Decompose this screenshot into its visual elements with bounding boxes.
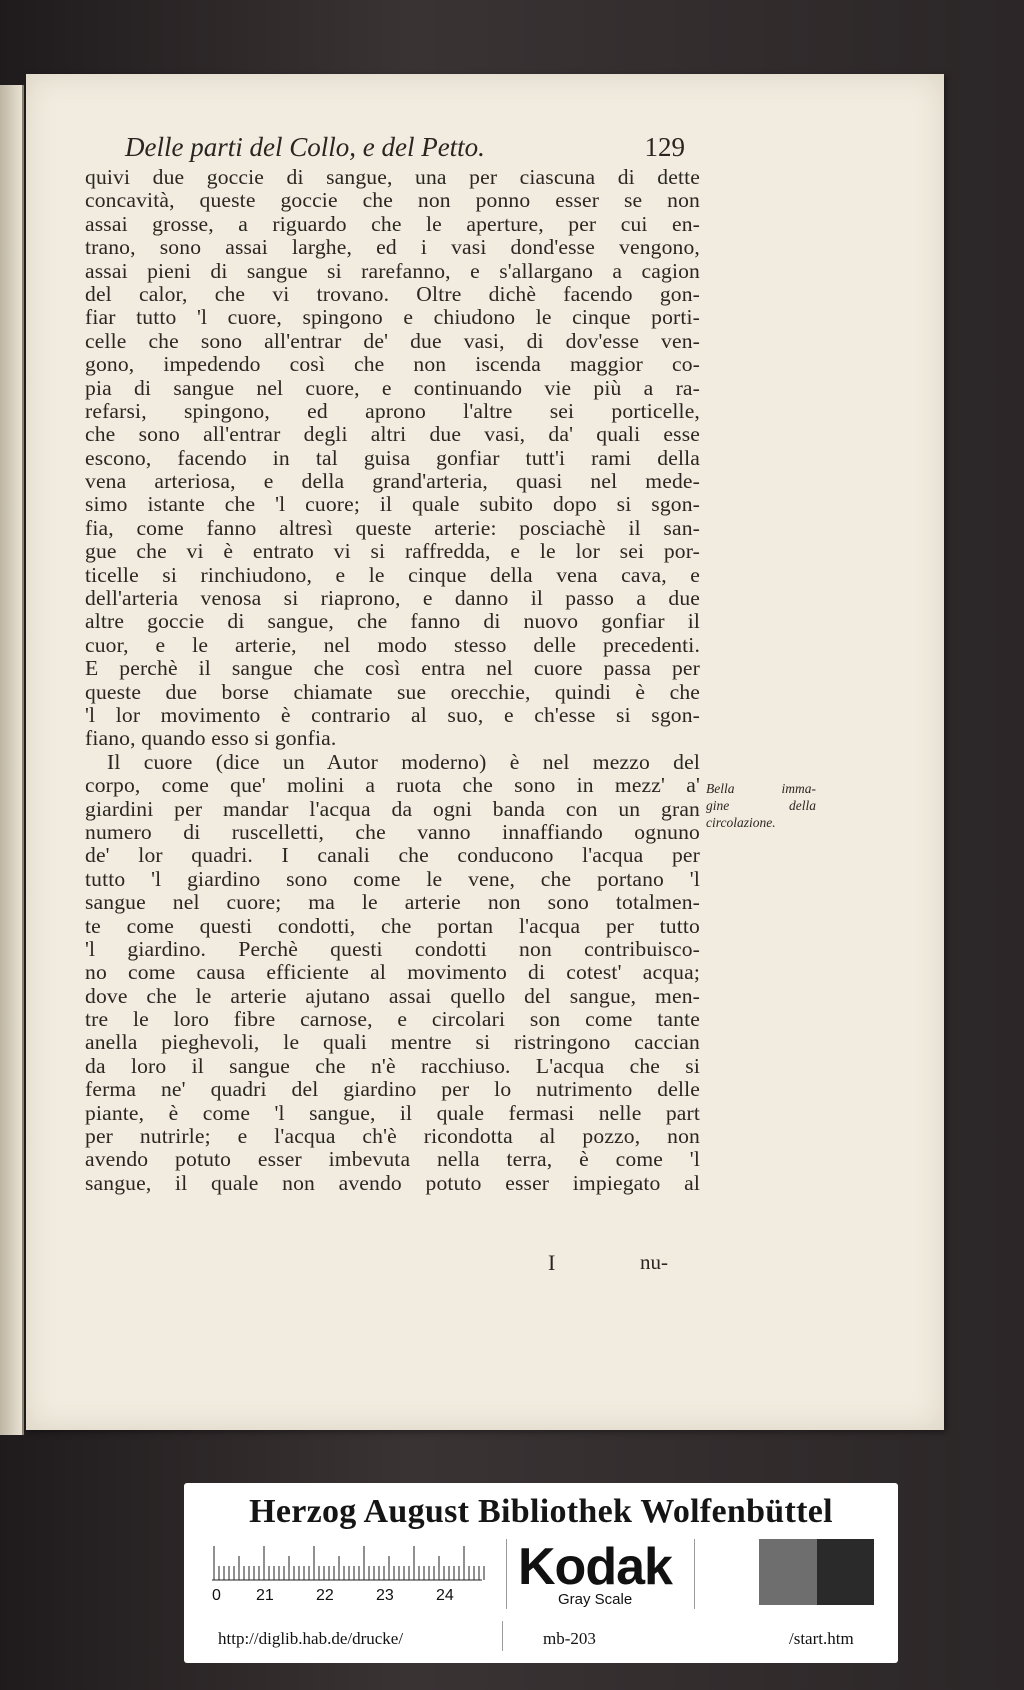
marginal-note [706,780,816,831]
text-line: Il cuore (dice un Autor moderno) è nel mezzo del [107,749,700,774]
text-line: fiano, quando esso si gonfia. [85,726,337,751]
text-line: pia di sangue nel cuore, e continuando vie più a ra- [85,375,700,400]
text-line: quivi due goccie di sangue, una per ciascuna di dette [85,165,700,189]
signature-mark: I [548,1250,556,1275]
text-line: che sono all'entrar degli altri due vasi, da' quali esse [85,422,700,447]
text-line: E perchè il sangue che così entra nel cuore passa per [85,656,700,681]
text-line: ticelle si rinchiudono, e le cinque della vena cava, e [85,562,700,587]
facing-page-edge [0,85,24,1435]
ruler-labels [212,1587,502,1609]
text-line: assai grosse, a riguardo che le aperture, per cui en- [85,211,700,236]
kodak-logo: Kodak [518,1538,672,1596]
gray-patch [817,1539,874,1605]
text-line: anella pieghevoli, le quali mentre si ristringono caccian [85,1030,700,1055]
text-line: assai pieni di sangue si rarefanno, e s'allargano a cagion [85,258,700,283]
url-right: /start.htm [789,1629,854,1648]
gray-patch [759,1539,817,1605]
marginal-note-line: gine della [706,798,816,813]
text-line: piante, è come 'l sangue, il quale fermasi nelle part [85,1100,700,1125]
text-line: de' lor quadri. I canali che conducono l'acqua per [85,843,700,868]
text-line: numero di ruscelletti, che vanno innaffiando ognuno [85,819,700,844]
ruler-label: 0 [212,1587,221,1604]
divider [694,1539,695,1609]
text-line: sangue, il quale non avendo potuto esser impiegato al [85,1170,700,1195]
text-line: te come questi condotti, che portan l'acqua per tutto [85,913,700,938]
page-number: 129 [644,132,685,162]
text-line: per nutrirle; e l'acqua ch'è ricondotta al pozzo, non [85,1124,700,1149]
ruler-scale [212,1545,492,1581]
text-line: 'l lor movimento è contrario al suo, e ch'esse si sgon- [85,702,700,727]
marginal-note-line: Bella imma- [706,781,816,796]
text-line: gue che vi è entrato vi si raffredda, e le lor sei por- [85,539,700,564]
text-line: fia, come fanno altresì queste arterie: posciachè il san- [85,515,700,540]
text-line: altre goccie di sangue, che fanno di nuovo gonfiar il [85,609,700,634]
ruler-label: 24 [436,1587,454,1604]
text-line: tre le loro fibre carnose, e circolari son come tante [85,1007,700,1032]
text-line: celle che sono all'entrar de' due vasi, di dov'esse ven- [85,328,700,353]
catchword: nu- [640,1250,668,1274]
library-color-bar [184,1483,898,1663]
url-row [184,1623,898,1653]
divider [502,1621,503,1651]
running-head-title: Delle parti del Collo, e del Petto. [125,132,485,162]
ruler-label: 22 [316,1587,334,1604]
text-line: concavità, queste goccie che non ponno esser se non [85,188,700,213]
gray-patches [759,1539,874,1605]
text-line: trano, sono assai larghe, ed i vasi dond'esse vengono, [85,235,700,260]
text-line: simo istante che 'l cuore; il quale subito dopo si sgon- [85,492,700,517]
text-line: ferma ne' quadri del giardino per lo nutrimento delle [85,1077,700,1102]
text-line: 'l giardino. Perchè questi condotti non contribuisco- [85,936,700,961]
text-line: fiar tutto 'l cuore, spingono e chiudono le cinque porti- [85,305,700,330]
divider [506,1539,507,1609]
text-line: gono, impedendo così che non iscenda maggior co- [85,352,700,377]
text-line: queste due borse chiamate sue orecchie, quindi è che [85,679,700,704]
text-line: avendo potuto esser imbevuta nella terra, è come 'l [85,1147,700,1172]
gray-scale-label: Gray Scale [558,1591,633,1608]
text-line: dell'arteria venosa si riaprono, e danno il passo a due [85,586,700,611]
ruler-label: 23 [376,1587,394,1604]
text-line: giardini per mandar l'acqua da ogni banda con un gran [85,796,700,821]
ruler-label: 21 [256,1587,274,1604]
text-line: tutto 'l giardino sono come le vene, che portano 'l [85,866,700,891]
text-line: refarsi, spingono, ed aprono l'altre sei porticelle, [85,398,700,423]
url-left: http://diglib.hab.de/drucke/ [218,1629,404,1648]
text-line: vena arteriosa, e della grand'arteria, quasi nel mede- [85,469,700,494]
library-name: Herzog August Bibliothek Wolfenbüttel [249,1493,833,1530]
body-text [85,166,700,1195]
text-line: da loro il sangue che n'è racchiuso. L'acqua che si [85,1053,700,1078]
text-line: del calor, che vi trovano. Oltre dichè facendo gon- [85,281,700,306]
text-line: dove che le arterie ajutano assai quello del sangue, men- [85,983,700,1008]
text-line: no come causa efficiente al movimento di cotest' acqua; [85,960,700,985]
text-line: corpo, come que' molini a ruota che sono in mezz' a' [85,773,700,798]
text-line: cuor, e le arterie, nel modo stesso delle precedenti. [85,632,700,657]
shelfmark: mb-203 [543,1629,596,1648]
marginal-note-line: circolazione. [706,815,776,830]
text-line: escono, facendo in tal guisa gonfiar tutt'i rami della [85,445,700,470]
text-line: sangue nel cuore; ma le arterie non sono totalmen- [85,890,700,915]
